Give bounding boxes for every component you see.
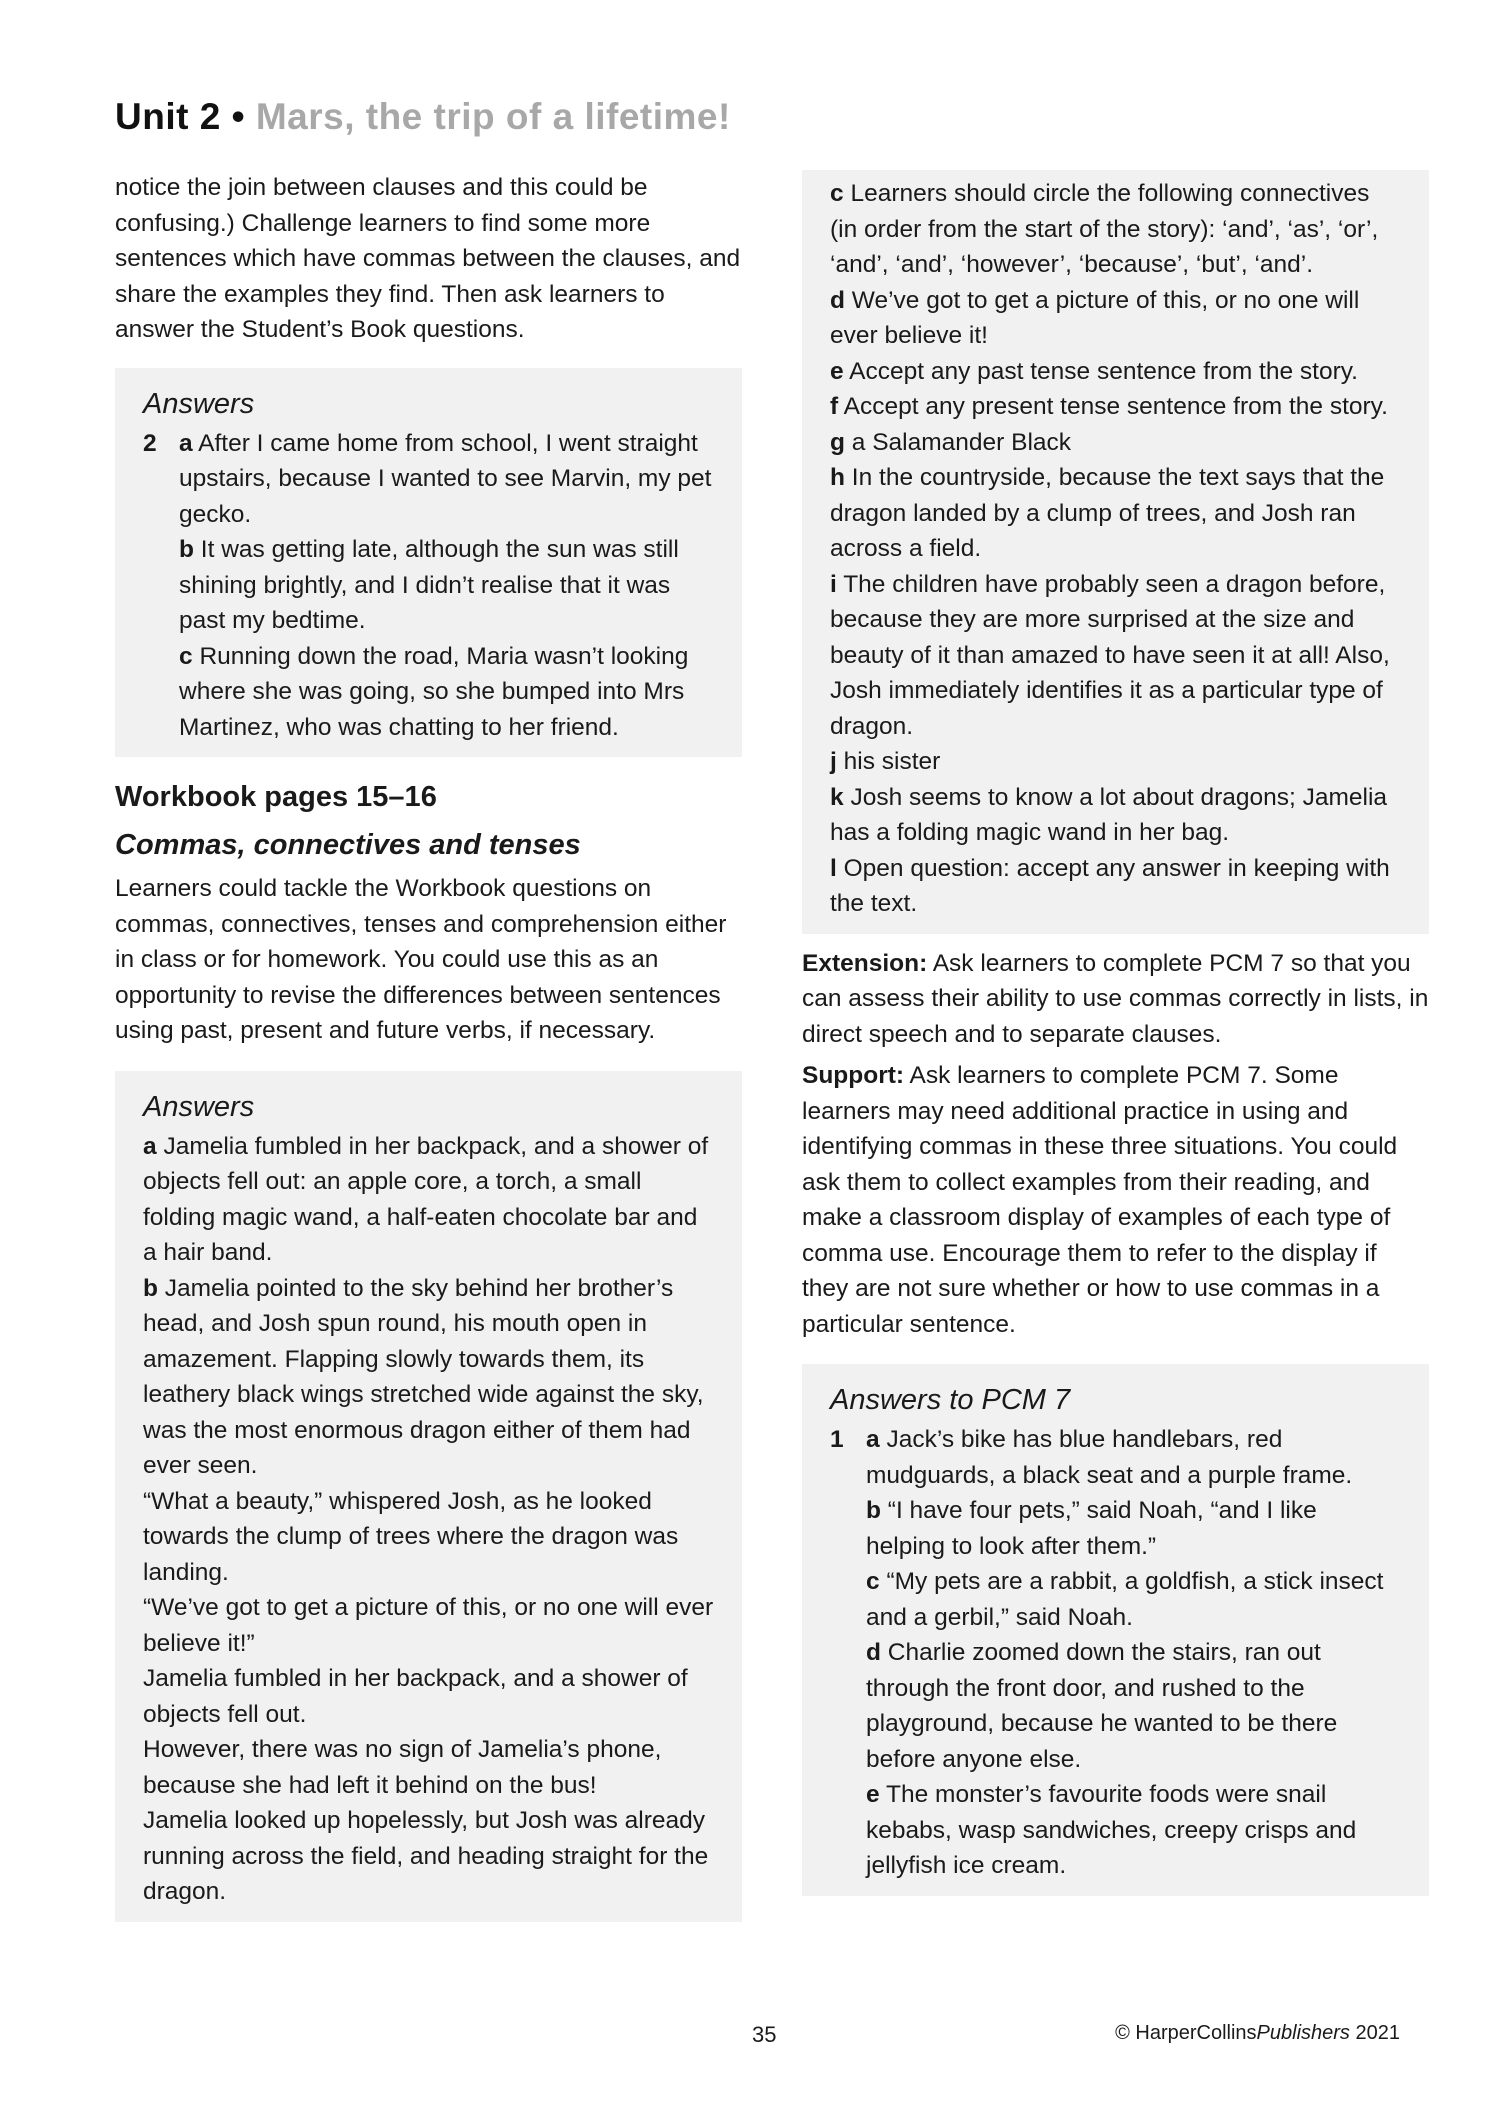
- answer-item: e Accept any past tense sentence from the story.: [830, 357, 1358, 385]
- extension-label: Extension:: [802, 949, 928, 977]
- answer-item: g a Salamander Black: [830, 428, 1072, 456]
- answer-item: a Jack’s bike has blue handlebars, red mudguards, a black seat and a purple frame.: [866, 1426, 1353, 1489]
- answer-continuation: Jamelia fumbled in her backpack, and a shower of objects fell out.: [143, 1665, 688, 1728]
- answer-item: b Jamelia pointed to the sky behind her brother’s head, and Josh spun round, his mouth open in amazement. Flapping slowly towards them, its leathery black wings stretched wide against the sky, was the most enormous dragon either of them had ever seen.: [143, 1274, 704, 1479]
- intro-paragraph: notice the join between clauses and this could be confusing.) Challenge learners to find some more sentences which have commas between the clauses, and share the examples they find. Then ask learners to answer the Student’s Book questions.: [115, 174, 741, 343]
- answer-item: e The monster’s favourite foods were snail kebabs, wasp sandwiches, creepy crisps and jellyfish ice cream.: [866, 1781, 1357, 1879]
- answer-item: h In the countryside, because the text says that the dragon landed by a clump of trees, and Josh ran across a field.: [830, 464, 1385, 562]
- answer-question-2: [143, 426, 714, 746]
- extension-paragraph: Extension: Ask learners to complete PCM 7 so that you can assess their ability to use commas correctly in lists, in direct speech and to separate clauses.: [802, 949, 1429, 1048]
- answer-item: j his sister: [830, 748, 941, 775]
- answer-item: l Open question: accept any answer in keeping with the text.: [830, 854, 1390, 917]
- answer-continuation: “We’ve got to get a picture of this, or no one will ever believe it!”: [143, 1594, 714, 1657]
- answers-box-sb: [115, 368, 742, 758]
- right-column: [802, 170, 1429, 1896]
- answer-item: d Charlie zoomed down the stairs, ran out through the front door, and rushed to the playground, because he wanted to be there before anyone else.: [866, 1639, 1338, 1773]
- answer-continuation: “What a beauty,” whispered Josh, as he looked towards the clump of trees where the dragon was landing.: [143, 1487, 679, 1586]
- page-number: 35: [752, 2022, 777, 2047]
- answer-question-1: [830, 1422, 1401, 1884]
- answer-item: b “I have four pets,” said Noah, “and I like helping to look after them.”: [866, 1497, 1317, 1560]
- answer-item: b It was getting late, although the sun was still shining brightly, and I didn’t realise that it was past my bedtime.: [179, 536, 679, 634]
- answer-item: c Learners should circle the following connectives (in order from the start of the story): ‘and’, ‘as’, ‘or’, ‘and’, ‘and’, ‘however’, ‘because’, ‘but’, ‘and’.: [830, 180, 1379, 278]
- copyright-notice: © HarperCollinsPublishers 2021: [1115, 2022, 1400, 2044]
- answers-heading: Answers: [143, 1090, 255, 1123]
- answers-box-wb: [115, 1071, 742, 1922]
- answer-item: c Running down the road, Maria wasn’t looking where she was going, so she bumped into Mrs Martinez, who was chatting to her friend.: [179, 642, 689, 741]
- question-number: 2: [143, 429, 157, 457]
- unit-label: Unit 2: [115, 96, 221, 137]
- workbook-subheading: Commas, connectives and tenses: [115, 829, 581, 861]
- answer-continuation: Jamelia looked up hopelessly, but Josh was already running across the field, and heading straight for the dragon.: [143, 1807, 709, 1905]
- support-label: Support:: [802, 1062, 905, 1089]
- answers-heading: Answers: [143, 387, 255, 420]
- title-bullet: •: [231, 96, 246, 137]
- answers-box-pcm7: [802, 1364, 1429, 1896]
- question-number: 1: [830, 1426, 844, 1453]
- answer-item: f Accept any present tense sentence from the story.: [830, 393, 1388, 420]
- answer-item: a Jamelia fumbled in her backpack, and a shower of objects fell out: an apple core, a torch, a small folding magic wand, a half-eaten chocolate bar and a hair band.: [143, 1132, 709, 1266]
- answer-continuation: However, there was no sign of Jamelia’s phone, because she had left it behind on the bus!: [143, 1736, 662, 1799]
- pcm-answers-heading: Answers to PCM 7: [830, 1384, 1071, 1416]
- answer-item: i The children have probably seen a dragon before, because they are more surprised at the size and beauty of it than amazed to have seen it at all! Also, Josh immediately identifies it as a particular type of dragon.: [830, 570, 1390, 740]
- answers-box-continued: [802, 170, 1429, 934]
- answer-item: d We’ve got to get a picture of this, or no one will ever believe it!: [830, 286, 1360, 349]
- answer-item: a After I came home from school, I went straight upstairs, because I wanted to see Marvin, my pet gecko.: [179, 429, 712, 528]
- answer-item: c “My pets are a rabbit, a goldfish, a stick insect and a gerbil,” said Noah.: [866, 1568, 1384, 1631]
- workbook-paragraph: Learners could tackle the Workbook questions on commas, connectives, tenses and comprehension either in class or for homework. You could use this as an opportunity to revise the differences between sentences using past, present and future verbs, if necessary.: [115, 875, 727, 1044]
- support-paragraph: Support: Ask learners to complete PCM 7. Some learners may need additional practice in using and identifying commas in these three situations. You could ask them to collect examples from their reading, and make a classroom display of examples of each type of comma use. Encourage them to refer to the display if they are not sure whether or how to use commas in a particular sentence.: [802, 1062, 1398, 1338]
- page-header: [115, 96, 731, 138]
- workbook-heading: Workbook pages 15–16: [115, 781, 437, 813]
- answer-item: k Josh seems to know a lot about dragons; Jamelia has a folding magic wand in her bag.: [830, 783, 1388, 846]
- unit-subtitle: Mars, the trip of a lifetime!: [255, 96, 731, 137]
- left-column: [115, 170, 742, 1922]
